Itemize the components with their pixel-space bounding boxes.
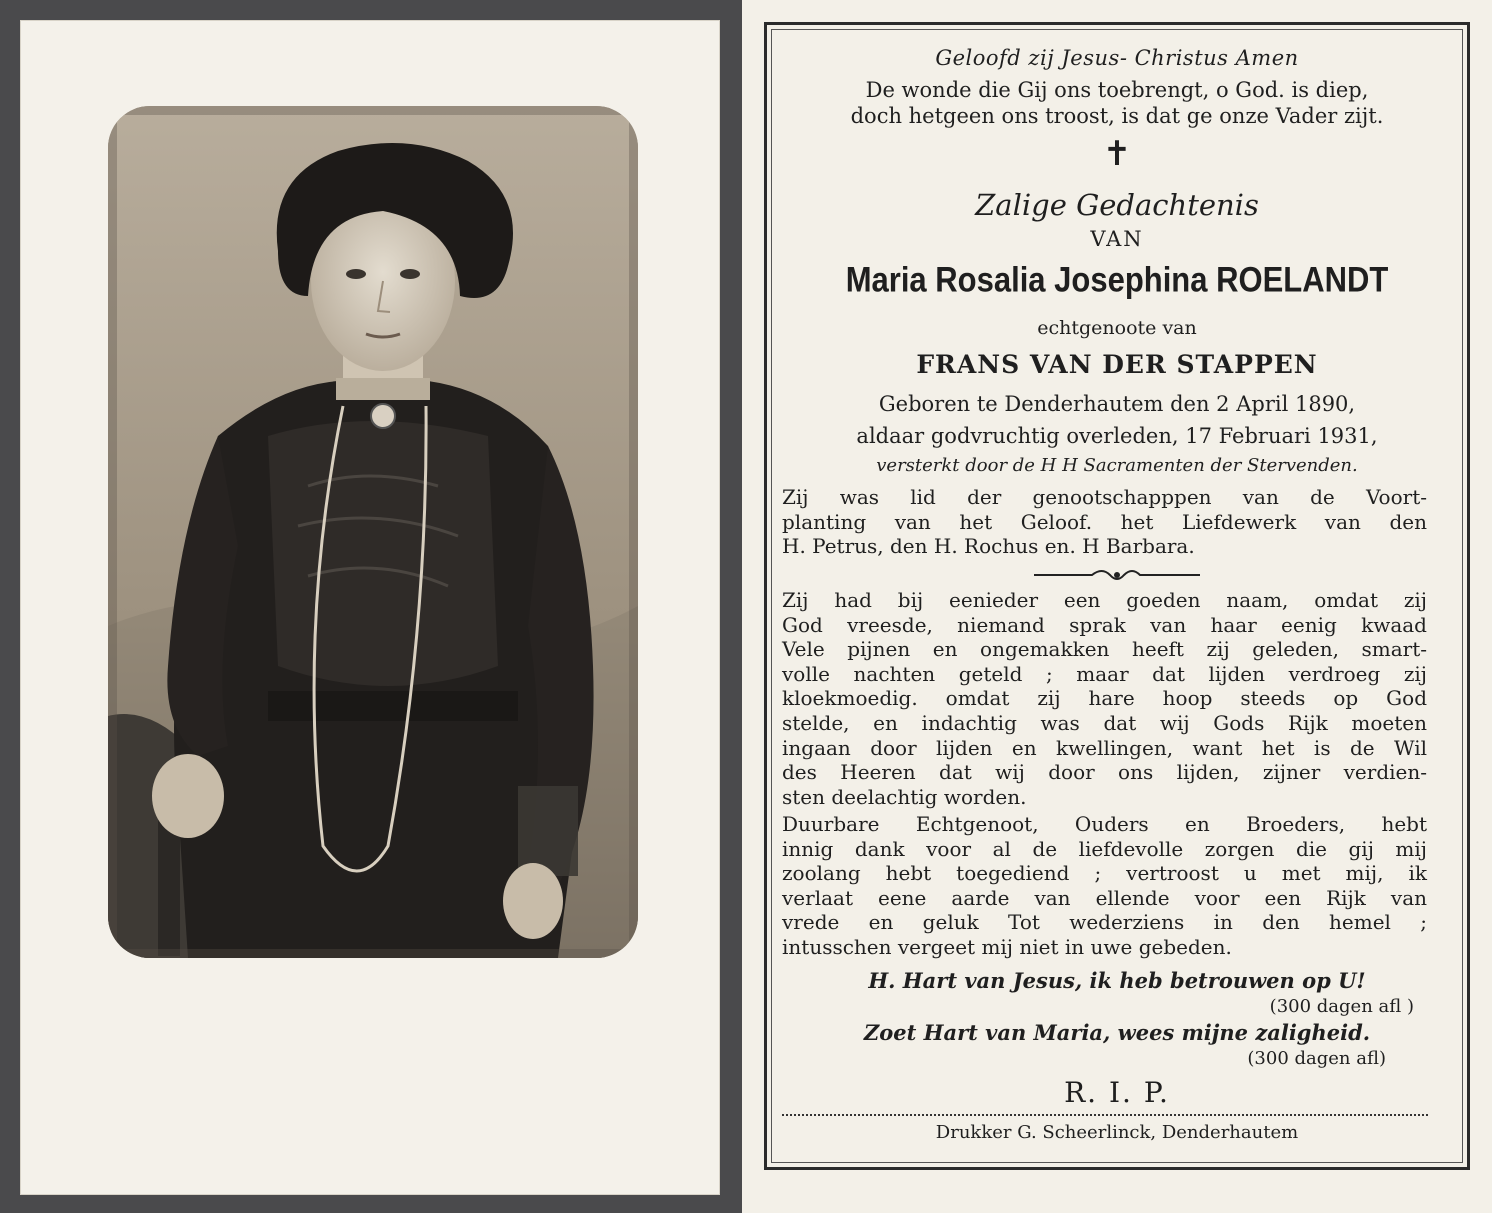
body-line: volle nachten geteld ; maar dat lijden verdroeg zij [782, 661, 1427, 686]
membership-line: planting van het Geloof. het Liefdewerk van den [782, 509, 1427, 534]
body-line: sten deelachtig worden. [782, 784, 1027, 809]
sacraments-line: versterkt door de H H Sacramenten der Stervenden. [876, 455, 1358, 476]
body-line: God vreesde, niemand sprak van haar eenig kwaad [782, 612, 1427, 637]
membership-paragraph [782, 485, 1427, 559]
deceased-name: Maria Rosalia Josephina ROELANDT [845, 259, 1389, 300]
portrait-photo [108, 106, 638, 958]
prayer-sacred-heart: H. Hart van Jesus, ik heb betrouwen op U! [868, 968, 1366, 993]
farewell-line: zoolang hebt toegediend ; vertroost u met mij, ik [782, 861, 1427, 886]
farewell-line: intusschen vergeet mij niet in uwe gebeden. [782, 934, 1232, 959]
farewell-line: verlaat eene aarde van ellende voor een Rijk van [782, 885, 1427, 910]
birth-line: Geboren te Denderhautem den 2 April 1890, [878, 392, 1356, 416]
ornament-divider [1032, 563, 1202, 587]
indulgence-note-1: (300 dagen afl ) [1269, 996, 1414, 1017]
virtues-paragraph [782, 588, 1427, 809]
rip-inscription: R. I. P. [1064, 1076, 1170, 1109]
farewell-paragraph [782, 812, 1427, 960]
membership-line: H. Petrus, den H. Rochus en. H Barbara. [782, 534, 1195, 559]
body-line: stelde, en indachtig was dat wij Gods Rijk moeten [782, 710, 1427, 735]
header-verse-line2: doch hetgeen ons troost, is dat ge onze Vader zijt. [850, 104, 1384, 128]
body-line: ingaan door lijden en kwellingen, want het is de Wil [782, 735, 1427, 760]
memorial-card [742, 0, 1492, 1213]
body-line: kloekmoedig. omdat zij hare hoop steeds op God [782, 686, 1427, 711]
farewell-line: Duurbare Echtgenoot, Ouders en Broeders, hebt [782, 812, 1427, 836]
body-line: des Heeren dat wij door ons lijden, zijner verdien- [782, 760, 1427, 785]
body-line: Zij had bij eenieder een goeden naam, omdat zij [782, 588, 1427, 612]
portrait-illustration [108, 106, 638, 958]
van-label: VAN [1090, 227, 1144, 251]
spouse-intro: echtgenoote van [1037, 317, 1197, 339]
death-line: aldaar godvruchtig overleden, 17 Februari 1931, [856, 424, 1378, 448]
footer-divider [782, 1114, 1428, 1116]
spouse-name: FRANS VAN DER STAPPEN [916, 350, 1318, 379]
body-line: Vele pijnen en ongemakken heeft zij geleden, smart- [782, 637, 1427, 662]
membership-line: Zij was lid der genootschapppen van de Voort- [782, 485, 1427, 509]
farewell-line: innig dank voor al de liefdevolle zorgen die gij mij [782, 836, 1427, 861]
header-verse-line1: De wonde die Gij ons toebrengt, o God. is diep, [865, 78, 1369, 102]
indulgence-note-2: (300 dagen afl) [1247, 1048, 1386, 1069]
farewell-line: vrede en geluk Tot wederziens in den hemel ; [782, 910, 1427, 935]
cross-icon: ✝ [1102, 134, 1132, 174]
prayer-heart-of-mary: Zoet Hart van Maria, wees mijne zaligheid. [863, 1020, 1371, 1045]
printer-credit: Drukker G. Scheerlinck, Denderhautem [935, 1122, 1299, 1143]
header-acclamation: Geloofd zij Jesus- Christus Amen [935, 46, 1299, 70]
memorial-title: Zalige Gedachtenis [975, 188, 1259, 222]
photo-card [20, 20, 720, 1195]
